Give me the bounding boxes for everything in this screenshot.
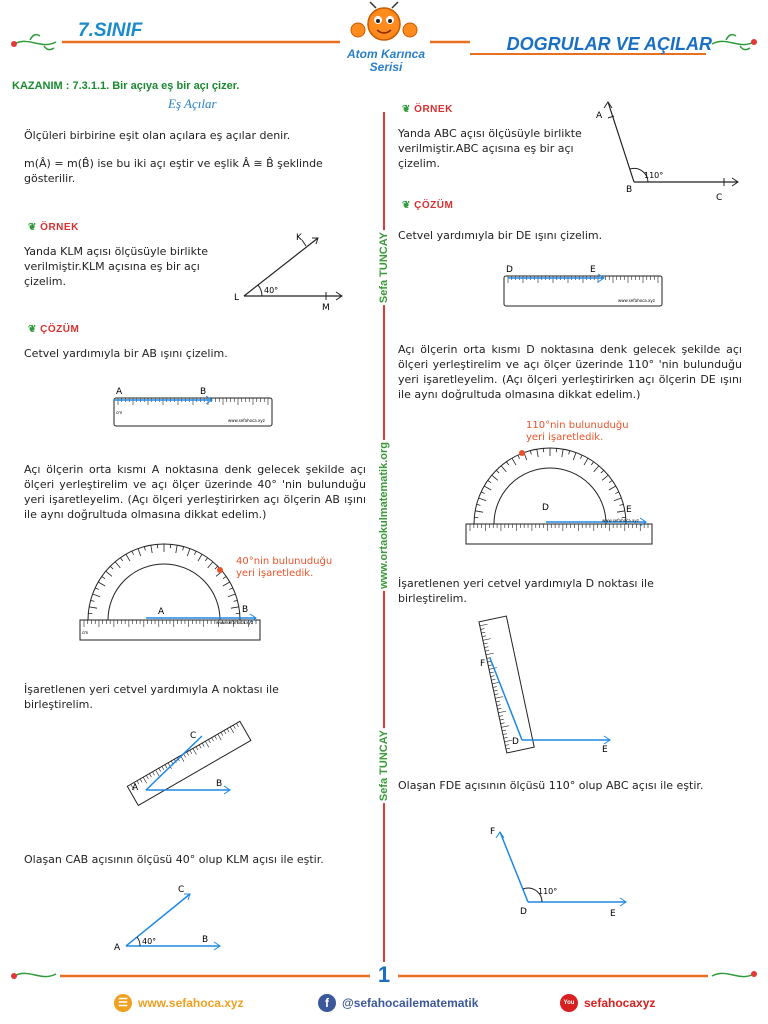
point-d: D bbox=[512, 737, 519, 747]
klm-angle-figure bbox=[222, 226, 362, 318]
angle-arc bbox=[137, 937, 140, 946]
join-figure-left bbox=[118, 704, 258, 816]
ruler-ab bbox=[110, 384, 278, 430]
section-subtitle: Eş Açılar bbox=[168, 96, 217, 111]
ruler-rotated bbox=[479, 616, 534, 753]
protractor-d bbox=[462, 440, 658, 548]
point-f: F bbox=[480, 659, 486, 669]
leaf-icon: ❦ bbox=[402, 200, 411, 211]
footer-youtube-text: sefahocaxyz bbox=[584, 996, 656, 1010]
ruler-site: www.sefahoca.xyz bbox=[602, 518, 639, 523]
footer-youtube[interactable] bbox=[560, 994, 655, 1012]
step1-right: Cetvel yardımıyla bir DE ışını çizelim. bbox=[398, 229, 603, 242]
step2-right: Açı ölçerin orta kısmı D noktasına denk gelecek şekilde açı ölçeri yerleştirelim ve açı ölçer üzerinde 110° 'nin bulunduğu yeri işaretleyelim. (Açı ölçeri yerleştirirken açı ölçerin DE ışını ile aynı doğrultuda olmasına dikkat edelim.) bbox=[398, 343, 742, 401]
protractor-a bbox=[76, 538, 266, 644]
series-line1: Atom Karınca bbox=[346, 47, 426, 61]
ruler-site: www.sefahoca.xyz bbox=[618, 298, 655, 303]
step3-right: İşaretlenen yeri cetvel yardımıyla D noktası ile birleştirelim. bbox=[398, 577, 654, 605]
example-tag-label: ÖRNEK bbox=[414, 104, 453, 115]
point-b: B bbox=[216, 779, 223, 789]
point-c: C bbox=[178, 885, 185, 895]
notation-text: m(Â) = m(B̂) ise bu iki açı eştir ve eşlik Â ≅ B̂ şeklinde gösterilir. bbox=[24, 157, 323, 185]
point-m: M bbox=[322, 303, 330, 313]
point-d: D bbox=[506, 265, 513, 275]
example-tag-label: ÖRNEK bbox=[40, 222, 79, 233]
series-logo bbox=[334, 48, 438, 74]
solution-tag-right bbox=[402, 200, 453, 211]
arrow-f-icon bbox=[496, 832, 504, 838]
tick-k bbox=[302, 240, 306, 246]
vine-left-bottom-icon bbox=[11, 973, 56, 979]
series-line2: Serisi bbox=[369, 60, 403, 74]
ruler-site: www.sefahoca.xyz bbox=[228, 418, 265, 423]
ray-lk bbox=[244, 238, 318, 296]
point-f: F bbox=[490, 827, 496, 837]
result-left: Olaşan CAB açısının ölçüsü 40° olup KLM açısı ile eştir. bbox=[24, 853, 324, 866]
ray-ac bbox=[126, 894, 190, 946]
vine-right-icon bbox=[712, 35, 757, 50]
point-a: A bbox=[158, 607, 165, 617]
angle-label: 40° bbox=[264, 286, 279, 295]
example-text-right: Yanda ABC açısı ölçüsüyle birlikte verilmiştir.ABC açısına eş bir açı çizelim. bbox=[398, 127, 582, 170]
rss-icon: ☰ bbox=[114, 994, 132, 1012]
ruler-site: www.sefahoca.xyz bbox=[216, 620, 253, 625]
point-a: A bbox=[116, 387, 123, 397]
result-right: Olaşan FDE açısının ölçüsü 110° olup ABC açısı ile eştir. bbox=[398, 779, 704, 792]
protractor-body bbox=[474, 448, 626, 524]
leaf-icon: ❦ bbox=[28, 222, 37, 233]
point-d: D bbox=[542, 503, 549, 513]
page-number: 1 bbox=[377, 962, 391, 987]
footer-web-text: www.sefahoca.xyz bbox=[138, 996, 244, 1010]
facebook-icon: f bbox=[318, 994, 336, 1012]
footer-web[interactable] bbox=[114, 994, 244, 1012]
angle-label: 110° bbox=[644, 171, 664, 180]
angle-arc bbox=[258, 285, 262, 296]
solution-tag-label: ÇÖZÜM bbox=[40, 324, 80, 335]
step1-left: Cetvel yardımıyla bir AB ışını çizelim. bbox=[24, 347, 228, 360]
example-tag-right bbox=[402, 104, 453, 115]
footer-facebook-text: @sefahocailematematik bbox=[342, 996, 479, 1010]
join-figure-right bbox=[470, 612, 630, 762]
ruler-unit: cm bbox=[82, 630, 89, 635]
solution-tag-label: ÇÖZÜM bbox=[414, 200, 454, 211]
point-a: A bbox=[114, 943, 121, 953]
point-e: E bbox=[610, 909, 616, 919]
point-e: E bbox=[626, 505, 632, 515]
example-text-left: Yanda KLM açısı ölçüsüyle birlikte verilmiştir.KLM açısına eş bir açı çizelim. bbox=[24, 245, 209, 288]
leaf-icon: ❦ bbox=[28, 324, 37, 335]
step3-left: İşaretlenen yeri cetvel yardımıyla A noktası ile birleştirelim. bbox=[24, 683, 279, 711]
example-tag-left bbox=[28, 222, 79, 233]
ray-ba bbox=[608, 102, 634, 182]
point-k: K bbox=[296, 233, 302, 243]
author-bottom: Sefa TUNCAY bbox=[378, 730, 390, 802]
point-a: A bbox=[596, 111, 603, 121]
point-c: C bbox=[716, 193, 723, 203]
solution-tag-left bbox=[28, 324, 79, 335]
definition-text: Ölçüleri birbirine eşit olan açılara eş açılar denir. bbox=[24, 129, 291, 142]
author-top: Sefa TUNCAY bbox=[378, 232, 390, 304]
point-b: B bbox=[200, 387, 207, 397]
leaf-icon: ❦ bbox=[402, 104, 411, 115]
footer-facebook[interactable] bbox=[318, 994, 478, 1012]
mark-40-point bbox=[217, 567, 223, 573]
ant-mascot-icon bbox=[351, 2, 417, 40]
kazanim-label: KAZANIM : 7.3.1.1. Bir açıya eş bir açı çizer. bbox=[12, 80, 240, 92]
point-b: B bbox=[202, 935, 209, 945]
grade-label: 7.SINIF bbox=[78, 20, 143, 41]
step2-left: Açı ölçerin orta kısmı A noktasına denk gelecek şekilde açı ölçeri yerleştirelim ve açı ölçer üzerinde 40° 'nin bulunduğu yeri işaretleyelim. (Açı ölçeri yerleştirirken açı ölçerin AB ışını ile aynı doğrultuda olmasına dikkat edelim.) bbox=[24, 463, 366, 521]
ruler-unit: cm bbox=[116, 410, 123, 415]
cab-angle-figure bbox=[110, 880, 230, 956]
point-e: E bbox=[590, 265, 596, 275]
mark-note-right: 110°nin bulunuduğu yeri işaretledik. bbox=[526, 420, 629, 443]
point-b: B bbox=[626, 185, 633, 195]
mark-note-left: 40°nin bulunuduğu yeri işaretledik. bbox=[236, 556, 333, 579]
point-b: B bbox=[242, 605, 249, 615]
fde-angle-figure bbox=[486, 820, 636, 922]
point-e: E bbox=[602, 745, 608, 755]
point-l: L bbox=[234, 293, 240, 303]
angle-label: 110° bbox=[538, 887, 558, 896]
point-c: C bbox=[190, 731, 197, 741]
ruler-de bbox=[500, 262, 668, 310]
website-vertical: www.ortaokulmatematik.org bbox=[378, 442, 390, 589]
vine-left-icon bbox=[11, 35, 56, 50]
ray-df bbox=[500, 832, 528, 902]
point-a: A bbox=[132, 783, 139, 793]
youtube-badge: You bbox=[563, 1000, 575, 1006]
abc-angle-figure bbox=[590, 96, 750, 208]
topic-title: DOGRULAR VE AÇILAR bbox=[506, 34, 712, 54]
mark-110-point bbox=[519, 450, 525, 456]
youtube-icon bbox=[560, 994, 578, 1012]
vine-right-bottom-icon bbox=[712, 971, 757, 977]
point-d: D bbox=[520, 907, 527, 917]
angle-label: 40° bbox=[142, 937, 157, 946]
arrow-a-icon bbox=[604, 102, 612, 108]
